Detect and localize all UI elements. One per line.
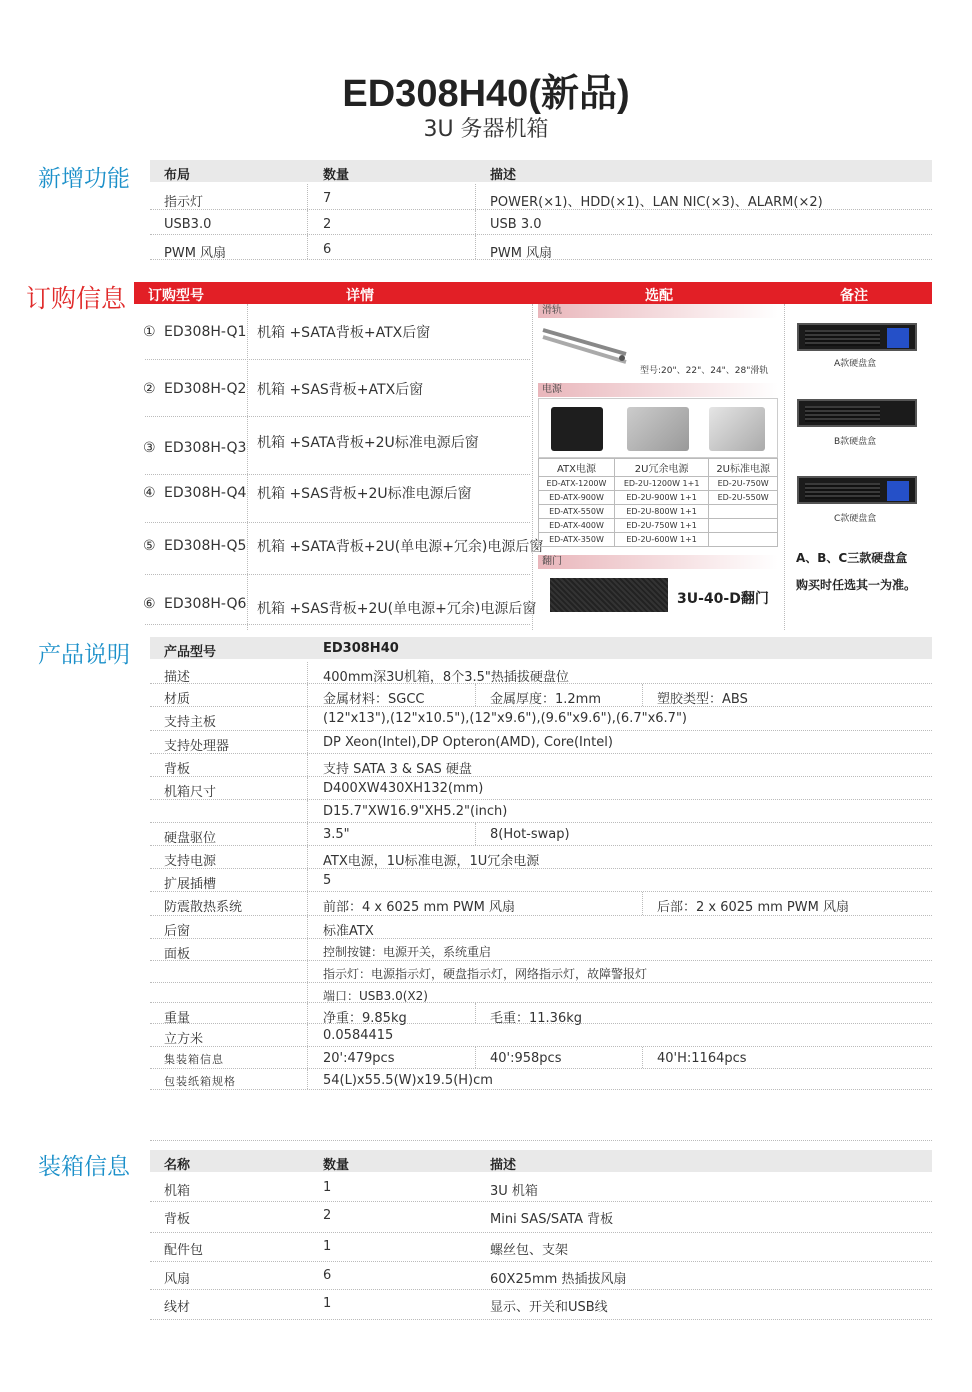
table-cell: 6 [323,1268,332,1283]
tray-b-label: B款硬盘盒 [834,437,877,447]
column-divider [307,892,308,915]
table-header [150,160,932,182]
section-product-title: 产品说明 [38,642,130,668]
table-cell: 6 [323,242,332,257]
column-divider [642,684,643,706]
table-cell: ED-2U-750W 1+1 [614,519,708,533]
options-divider [532,304,533,630]
spec-label: 扩展插槽 [164,877,217,892]
row-divider [145,416,530,417]
table-cell: ED-2U-800W 1+1 [614,505,708,519]
table-row [150,731,932,754]
table-row [150,1233,932,1262]
table-cell: 2U冗余电源 [614,459,708,477]
column-divider [307,754,308,776]
table-cell: 1 [323,1180,332,1195]
column-divider [307,707,308,730]
psu-images [538,398,778,458]
psu-table [538,458,778,547]
column-divider [307,939,308,960]
table-row [150,210,932,235]
table-row [150,983,932,1003]
table-row [150,1174,932,1202]
spec-value: DP Xeon(Intel),DP Opteron(AMD), Core(Intel) [323,735,613,750]
spec-label: 后窗 [164,924,191,939]
door-image [550,578,668,612]
column-divider [307,846,308,868]
table-row [150,800,932,823]
psu-label: 电源 [538,383,778,397]
row-divider [145,624,530,625]
column-divider [475,210,476,234]
tray-c-label: C款硬盘盒 [834,514,877,524]
table-row [150,707,932,731]
spec-value: 40':958pcs [490,1051,562,1066]
column-divider [307,1047,308,1068]
spec-value: 支持 SATA 3 & SAS 硬盘 [323,762,472,777]
table-cell: Mini SAS/SATA 背板 [490,1212,614,1227]
spec-value: 控制按键：电源开关，系统重启 [323,945,492,959]
section-new-features-title: 新增功能 [38,166,130,192]
header-cell: ED308H40 [323,641,399,656]
row-divider [145,474,530,475]
page-title: ED308H40(新品) [342,73,630,115]
spec-label: 重量 [164,1011,191,1026]
table-row [150,892,932,916]
table-row [150,916,932,939]
order-detail: 机箱 +SAS背板+2U(单电源+冗余)电源后窗 [257,601,537,617]
product-table [150,637,932,1092]
table-row [539,519,778,533]
header-cell: 数量 [323,1158,350,1173]
spec-value: 金属材料：SGCC [323,692,425,707]
table-row [539,491,778,505]
table-cell [709,519,778,533]
table-row [150,939,932,961]
spec-label: 材质 [164,692,191,707]
table-cell: ED-2U-750W [709,477,778,491]
spec-value: 毛重：11.36kg [490,1011,582,1026]
column-divider [307,777,308,799]
order-model: ED308H-Q4 [164,485,247,501]
table-row [150,1047,932,1069]
table-cell: PWM 风扇 [164,246,227,261]
table-cell: 螺丝包、支架 [490,1243,569,1258]
standard-psu-image [709,407,765,451]
spec-value: 金属厚度：1.2mm [490,692,602,707]
column-divider [307,210,308,234]
spec-value: 40'H:1164pcs [657,1051,747,1066]
column-divider [475,684,476,706]
table-row [150,754,932,777]
column-divider [307,983,308,1002]
column-divider [307,235,308,259]
table-cell: 7 [323,191,332,206]
order-number: ③ [143,440,156,456]
header-cell: 描述 [490,168,517,183]
packing-separator [150,1140,932,1141]
column-divider [642,1047,643,1068]
table-header [150,1150,932,1172]
table-row [150,235,932,260]
order-header-bar [134,282,932,304]
table-cell: ED-ATX-400W [539,519,615,533]
spec-label: 描述 [164,670,191,685]
row-divider [145,359,530,360]
column-divider [247,304,248,630]
spec-value: ATX电源，1U标准电源，1U冗余电源 [323,854,540,869]
table-cell [709,533,778,547]
spec-value: 400mm深3U机箱，8个3.5"热插拔硬盘位 [323,670,569,685]
table-cell: 指示灯 [164,195,204,210]
spec-value: 0.0584415 [323,1028,394,1043]
order-number: ① [143,324,156,340]
tray-c-image [797,476,917,504]
spec-value: 净重：9.85kg [323,1011,407,1026]
order-number: ⑥ [143,596,156,612]
header-cell: 名称 [164,1158,191,1173]
spec-label: 防震散热系统 [164,900,243,915]
spec-value: 8(Hot-swap) [490,827,570,842]
order-list [140,304,544,630]
spec-value: 20':479pcs [323,1051,395,1066]
spec-label: 面板 [164,947,191,962]
spec-value: D15.7"XW16.9"XH5.2"(inch) [323,804,508,819]
table-cell: 显示、开关和USB线 [490,1300,608,1315]
column-divider [307,184,308,209]
new-features-table [150,160,932,265]
table-row [150,961,932,983]
column-divider [307,731,308,753]
rail-models-note: 型号:20"、22"、24"、28"滑轨 [640,366,769,376]
header-cell: 描述 [490,1158,517,1173]
row-divider [145,522,530,523]
table-row [150,1202,932,1233]
spec-value: 3.5" [323,827,350,842]
table-row [150,777,932,800]
spec-label: 支持电源 [164,854,217,869]
spec-label: 集装箱信息 [164,1053,224,1066]
spec-value: 54(L)x55.5(W)x19.5(H)cm [323,1073,493,1088]
order-number: ⑤ [143,538,156,554]
spec-label: 硬盘驱位 [164,831,217,846]
table-cell: ATX电源 [539,459,615,477]
table-cell: ED-ATX-350W [539,533,615,547]
table-cell: ED-ATX-1200W [539,477,615,491]
table-cell: 1 [323,1296,332,1311]
tray-note-1: A、B、C三款硬盘盒 [796,551,908,565]
order-detail: 机箱 +SATA背板+2U标准电源后窗 [257,435,479,451]
table-cell: 背板 [164,1212,191,1227]
spec-label: 机箱尺寸 [164,785,217,800]
tray-note-2: 购买时任选其一为准。 [796,578,917,592]
tray-a-image [797,323,917,351]
order-model: ED308H-Q1 [164,324,247,340]
column-divider [307,800,308,822]
table-cell: 2 [323,217,332,232]
table-cell: 3U 机箱 [490,1184,538,1199]
section-packing-title: 装箱信息 [38,1154,130,1180]
table-row [539,505,778,519]
table-cell: ED-2U-550W [709,491,778,505]
table-row [539,459,778,477]
header-cell: 数量 [323,168,350,183]
table-row [150,1262,932,1290]
table-row [150,684,932,707]
column-divider [307,1069,308,1089]
header-cell: 选配 [645,288,673,304]
order-detail: 机箱 +SAS背板+ATX后窗 [257,382,424,398]
table-cell: USB3.0 [164,217,212,232]
table-row [150,1290,932,1320]
notes-divider [784,304,785,630]
table-cell: ED-2U-1200W 1+1 [614,477,708,491]
table-row [150,823,932,846]
column-divider [475,184,476,209]
column-divider [307,1024,308,1046]
order-model: ED308H-Q5 [164,538,247,554]
spec-label: 支持主板 [164,715,217,730]
spec-value: 指示灯：电源指示灯，硬盘指示灯，网络指示灯，故障警报灯 [323,967,648,981]
order-model: ED308H-Q2 [164,381,247,397]
packing-table [150,1150,932,1325]
column-divider [307,823,308,845]
row-divider [145,574,530,575]
spec-value: 前部：4 x 6025 mm PWM 风扇 [323,900,515,915]
column-divider [307,916,308,938]
column-divider [475,235,476,259]
order-detail: 机箱 +SATA背板+ATX后窗 [257,325,431,341]
section-order-title: 订购信息 [26,284,127,313]
table-row [539,477,778,491]
table-cell: ED-ATX-550W [539,505,615,519]
table-row [150,184,932,210]
table-row [150,1024,932,1047]
column-divider [475,823,476,845]
spec-label: 支持处理器 [164,739,230,754]
spec-label: 背板 [164,762,191,777]
order-number: ② [143,381,156,397]
page-subtitle: 3U 务器机箱 [423,117,549,142]
order-detail: 机箱 +SATA背板+2U(单电源+冗余)电源后窗 [257,539,544,555]
table-row [539,533,778,547]
column-divider [642,892,643,915]
spec-value: D400XW430XH132(mm) [323,781,484,796]
spec-value: (12"x13"),(12"x10.5"),(12"x9.6"),(9.6"x9.6"),(6.7"x6.7") [323,711,687,726]
table-header [150,637,932,659]
table-row [150,662,932,684]
rail-label: 滑轨 [538,304,778,318]
door-label: 翻门 [538,555,778,569]
table-row [150,846,932,869]
table-cell: PWM 风扇 [490,246,553,261]
table-row [150,1069,932,1090]
spec-label: 包装纸箱规格 [164,1075,236,1088]
column-divider [475,1003,476,1023]
header-cell: 订购型号 [148,288,204,304]
spec-value: 塑胶类型：ABS [657,692,748,707]
spec-label: 立方米 [164,1032,204,1047]
redundant-psu-image [627,407,689,451]
table-cell: POWER(×1)、HDD(×1)、LAN NIC(×3)、ALARM(×2) [490,195,823,210]
table-cell: 2 [323,1208,332,1223]
table-cell: ED-ATX-900W [539,491,615,505]
order-number: ④ [143,485,156,501]
rail-image [540,322,630,370]
table-cell [709,505,778,519]
table-cell: 1 [323,1239,332,1254]
header-cell: 产品型号 [164,645,217,660]
spec-value: 5 [323,873,332,888]
tray-b-image [797,399,917,427]
header-cell: 布局 [164,168,191,183]
column-divider [307,684,308,706]
tray-a-label: A款硬盘盒 [834,359,877,369]
table-cell: 风扇 [164,1272,191,1287]
table-cell: 配件包 [164,1243,204,1258]
table-cell: 机箱 [164,1184,191,1199]
header-cell: 详情 [346,288,374,304]
table-cell: 线材 [164,1300,191,1315]
table-cell: 60X25mm 热插拔风扇 [490,1272,627,1287]
table-cell: ED-2U-900W 1+1 [614,491,708,505]
door-name: 3U-40-D翻门 [677,591,769,607]
table-row [150,1003,932,1024]
header-cell: 备注 [840,288,868,304]
spec-value: 后部：2 x 6025 mm PWM 风扇 [657,900,849,915]
column-divider [307,662,308,683]
spec-value: 端口：USB3.0(X2) [323,989,428,1003]
column-divider [307,869,308,891]
table-cell: USB 3.0 [490,217,542,232]
column-divider [307,1003,308,1023]
column-divider [307,961,308,982]
order-model: ED308H-Q3 [164,440,247,456]
order-model: ED308H-Q6 [164,596,247,612]
column-divider [475,1047,476,1068]
order-detail: 机箱 +SAS背板+2U标准电源后窗 [257,486,472,502]
table-row [150,869,932,892]
spec-value: 标准ATX [323,924,374,939]
atx-psu-image [551,407,603,451]
table-cell: ED-2U-600W 1+1 [614,533,708,547]
table-cell: 2U标准电源 [709,459,778,477]
